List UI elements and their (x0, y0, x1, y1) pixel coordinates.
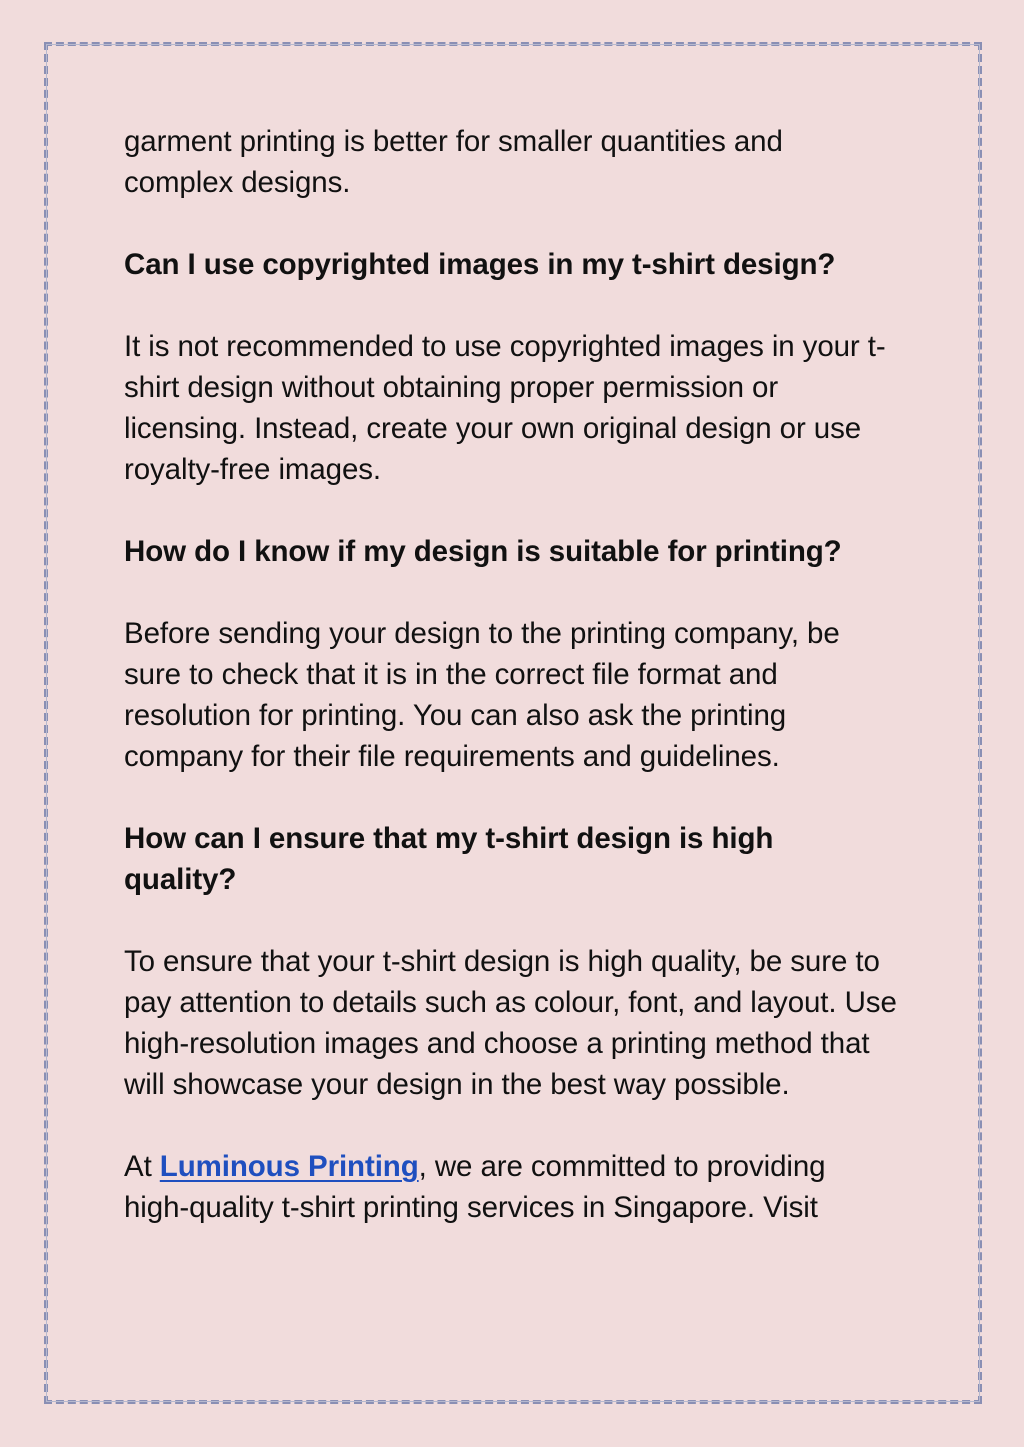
luminous-printing-link[interactable]: Luminous Printing (159, 1150, 419, 1183)
closing-paragraph (124, 1146, 884, 1228)
faq-question-quality: How can I ensure that my t-shirt design is high quality? (124, 822, 774, 896)
closing-prefix: At (124, 1150, 160, 1183)
closing-suffix: , we are committed to providing high-quality t-shirt printing services in Singapore. Visit (124, 1150, 826, 1224)
faq-answer-copyright: It is not recommended to use copyrighted images in your t-shirt design without obtaining proper permission or licensing. Instead, create your own original design or use royalty-free images. (124, 330, 886, 486)
faq-answer-quality: To ensure that your t-shirt design is high quality, be sure to pay attention to details such as colour, font, and layout. Use high-resolution images and choose a printing method that will showcase your design in the best way possible. (124, 945, 897, 1101)
faq-question-copyright: Can I use copyrighted images in my t-shirt design? (124, 248, 836, 281)
intro-paragraph: garment printing is better for smaller quantities and complex designs. (124, 125, 783, 199)
document-body (124, 121, 914, 1269)
faq-question-suitability: How do I know if my design is suitable for printing? (124, 535, 842, 568)
faq-answer-suitability: Before sending your design to the printing company, be sure to check that it is in the correct file format and resolution for printing. You can also ask the printing company for their file requirements and guidelines. (124, 617, 840, 773)
